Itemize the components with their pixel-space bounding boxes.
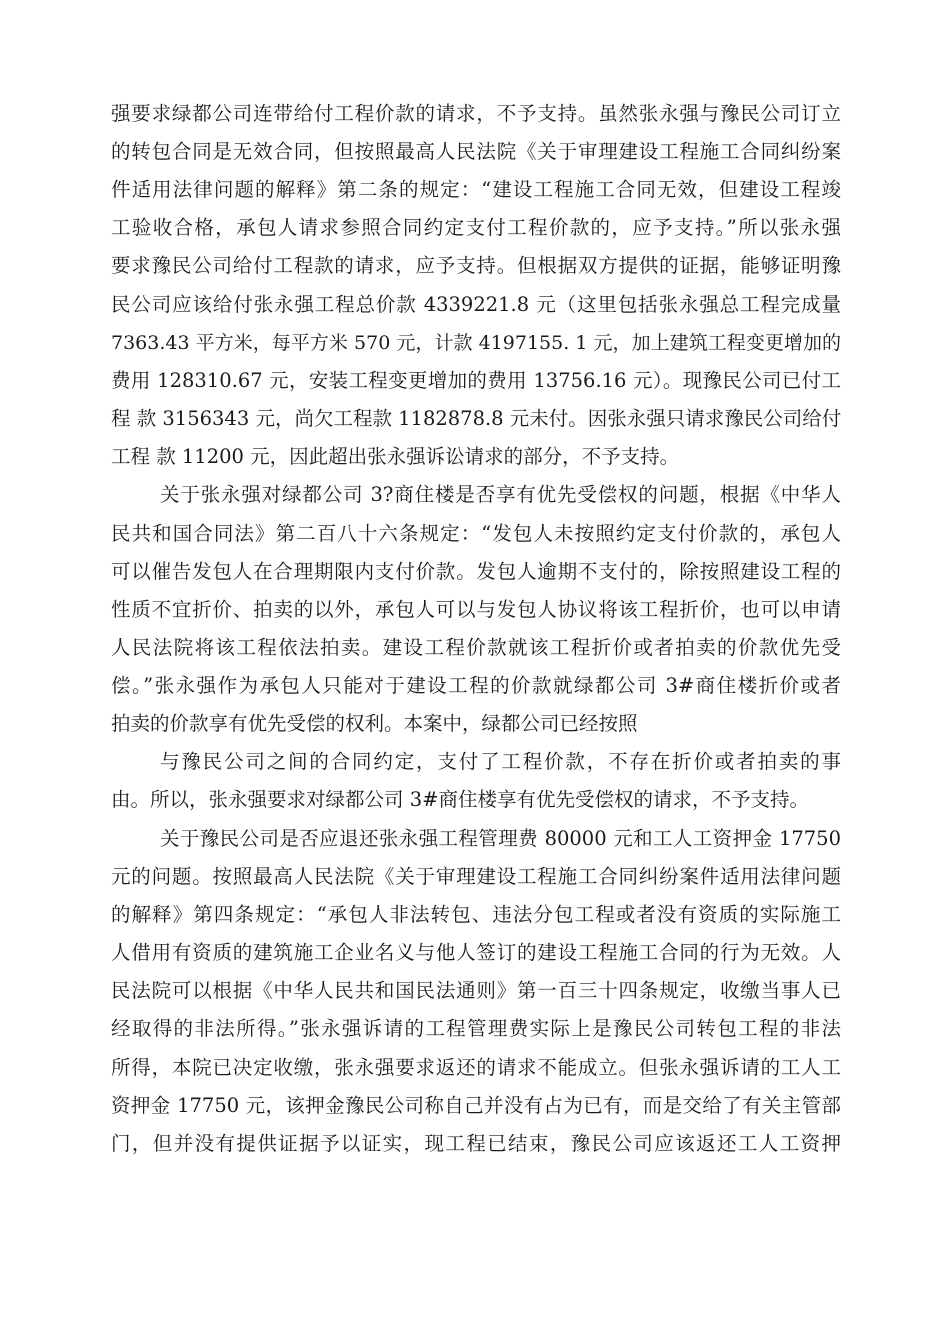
text-line: 资押金 17750 元，该押金豫民公司称自己并没有占为已有，而是交给了有关主管部 <box>111 1094 841 1117</box>
text-line: 民共和国合同法》第二百八十六条规定：“发包人未按照约定支付价款的，承包人 <box>111 522 841 545</box>
text-line: 工程 款 11200 元，因此超出张永强诉讼请求的部分，不予支持。 <box>111 445 680 468</box>
text-line: 7363.43 平方米，每平方米 570 元，计款 4197155. 1 元，加上建筑工程变更增加的 <box>111 332 841 354</box>
text-line: 的解释》第四条规定：“承包人非法转包、违法分包工程或者没有资质的实际施工 <box>111 903 841 926</box>
text-line: 费用 128310.67 元，安装工程变更增加的费用 13756.16 元）。现豫民公司已付工 <box>111 369 841 392</box>
text-line: 件适用法律问题的解释》第二条的规定：“建设工程施工合同无效，但建设工程竣 <box>111 178 841 201</box>
text-line: 关于张永强对绿都公司 3?商住楼是否享有优先受偿权的问题，根据《中华人 <box>160 483 841 506</box>
text-line: 门，但并没有提供证据予以证实，现工程已结束，豫民公司应该返还工人工资押 <box>111 1132 841 1155</box>
text-line: 偿。”张永强作为承包人只能对于建设工程的价款就绿都公司 3#商住楼折价或者 <box>111 674 841 697</box>
text-line: 人民法院将该工程依法拍卖。建设工程价款就该工程折价或者拍卖的价款优先受 <box>111 636 841 659</box>
text-line: 由。所以，张永强要求对绿都公司 3#商住楼享有优先受偿权的请求，不予支持。 <box>111 788 809 811</box>
text-line: 拍卖的价款享有优先受偿的权利。本案中，绿都公司已经按照 <box>111 712 638 735</box>
text-line: 的转包合同是无效合同，但按照最高人民法院《关于审理建设工程施工合同纠纷案 <box>111 140 841 163</box>
text-line: 民法院可以根据《中华人民共和国民法通则》第一百三十四条规定，收缴当事人已 <box>111 979 841 1002</box>
text-line: 与豫民公司之间的合同约定，支付了工程价款，不存在折价或者拍卖的事 <box>160 750 841 773</box>
text-line: 关于豫民公司是否应退还张永强工程管理费 80000 元和工人工资押金 17750 <box>160 827 841 850</box>
text-line: 可以催告发包人在合理期限内支付价款。发包人逾期不支付的，除按照建设工程的 <box>111 560 841 583</box>
text-line: 性质不宜折价、拍卖的以外，承包人可以与发包人协议将该工程折价，也可以申请 <box>111 598 841 621</box>
text-line: 工验收合格，承包人请求参照合同约定支付工程价款的，应予支持。”所以张永强 <box>111 216 841 239</box>
text-line: 程 款 3156343 元，尚欠工程款 1182878.8 元未付。因张永强只请求豫民公司给付 <box>111 407 841 430</box>
text-line: 要求豫民公司给付工程款的请求，应予支持。但根据双方提供的证据，能够证明豫 <box>111 254 841 277</box>
text-line: 人借用有资质的建筑施工企业名义与他人签订的建设工程施工合同的行为无效。人 <box>111 941 841 964</box>
text-line: 强要求绿都公司连带给付工程价款的请求，不予支持。虽然张永强与豫民公司订立 <box>111 102 841 125</box>
text-line: 元的问题。按照最高人民法院《关于审理建设工程施工合同纠纷案件适用法律问题 <box>111 865 841 888</box>
text-line: 所得，本院已决定收缴，张永强要求返还的请求不能成立。但张永强诉请的工人工 <box>111 1056 841 1079</box>
text-line: 民公司应该给付张永强工程总价款 4339221.8 元（这里包括张永强总工程完成量 <box>111 293 841 316</box>
text-line: 经取得的非法所得。”张永强诉请的工程管理费实际上是豫民公司转包工程的非法 <box>111 1017 841 1040</box>
